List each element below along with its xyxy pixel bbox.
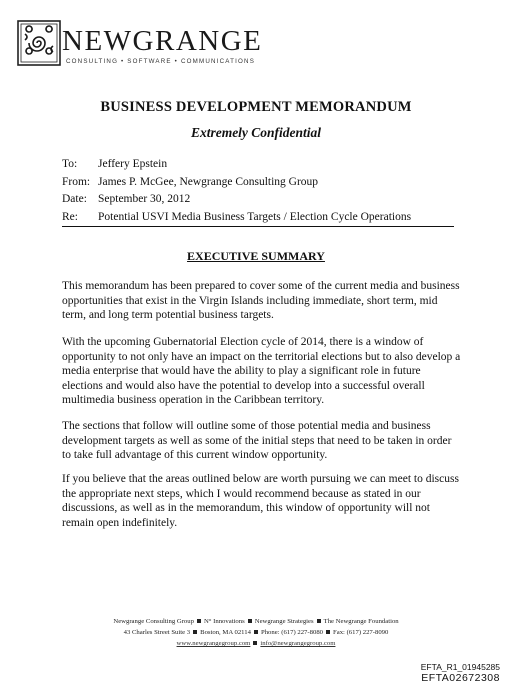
bullet-icon	[253, 641, 257, 645]
footer-fax: Fax: (617) 227-8090	[333, 629, 389, 636]
re-label: Re:	[62, 210, 78, 223]
footer-phone: Phone: (617) 227-8080	[260, 629, 324, 636]
re-value: Potential USVI Media Business Targets / Election Cycle Operations	[98, 210, 412, 223]
executive-summary-heading: EXECUTIVE SUMMARY	[187, 249, 325, 263]
memo-header	[62, 156, 454, 227]
newgrange-logo	[17, 20, 61, 66]
footer-org-1: Newgrange Consulting Group	[113, 618, 194, 625]
memo-subtitle: Extremely Confidential	[190, 125, 322, 140]
paragraph-4: If you believe that the areas outlined below are worth pursuing we can meet to discuss the appropriate next steps, which I would recommend because as stated in our discussions, as well as in the memorandum, this window of opportunity will not remain open indefinitely.	[62, 473, 459, 529]
efta-stamp-large: EFTA02672308	[421, 672, 500, 684]
footer-org-4: The Newgrange Foundation	[323, 618, 399, 625]
bullet-icon	[254, 630, 258, 634]
footer-address: 43 Charles Street Suite 3	[123, 629, 191, 636]
paragraph-3: The sections that follow will outline some of those potential media and business development targets as well as some of the initial steps that need to be taken in order to take full advantage of this current window opportunity.	[62, 420, 452, 462]
footer-web	[0, 640, 512, 647]
footer-orgs	[0, 618, 512, 625]
from-label: From:	[62, 175, 91, 188]
from-row	[62, 174, 454, 192]
efta-stamp-small: EFTA_R1_01945285	[420, 662, 500, 672]
bullet-icon	[248, 619, 252, 623]
re-row	[62, 209, 454, 228]
date-row	[62, 191, 454, 209]
footer-org-2: N° Innovations	[203, 618, 245, 625]
footer-city: Boston, MA 02114	[200, 629, 251, 636]
date-label: Date:	[62, 193, 87, 205]
to-value: Jeffery Epstein	[98, 158, 168, 170]
footer-org-3: Newgrange Strategies	[254, 618, 314, 625]
footer-email-link[interactable]: info@newgrangegroup.com	[260, 640, 336, 647]
company-name: NEWGRANGE	[62, 25, 263, 57]
to-row	[62, 156, 454, 174]
paragraph-1: This memorandum has been prepared to cover some of the current media and business opportunities that exist in the Virgin Islands including immediate, short term, mid term, and long term potential business targets.	[62, 280, 460, 322]
footer-website-link[interactable]: www.newgrangegroup.com	[176, 640, 251, 647]
date-value: September 30, 2012	[98, 193, 191, 205]
bullet-icon	[193, 630, 197, 634]
paragraph-2: With the upcoming Gubernatorial Election cycle of 2014, there is a window of opportunity to not only have an impact on the territorial elections but to also develop a media enterprise that would have the ability to play a significant role in future elections and would also have the potential to develop into a successful overall multimedia business operation in the Caribbean territory.	[62, 336, 461, 407]
bullet-icon	[326, 630, 330, 634]
from-value: James P. McGee, Newgrange Consulting Group	[98, 175, 319, 188]
footer-contact	[0, 629, 512, 636]
bullet-icon	[317, 619, 321, 623]
bullet-icon	[197, 619, 201, 623]
company-tagline: CONSULTING • SOFTWARE • COMMUNICATIONS	[66, 58, 256, 65]
to-label: To:	[62, 158, 78, 170]
memo-title: BUSINESS DEVELOPMENT MEMORANDUM	[100, 99, 412, 115]
